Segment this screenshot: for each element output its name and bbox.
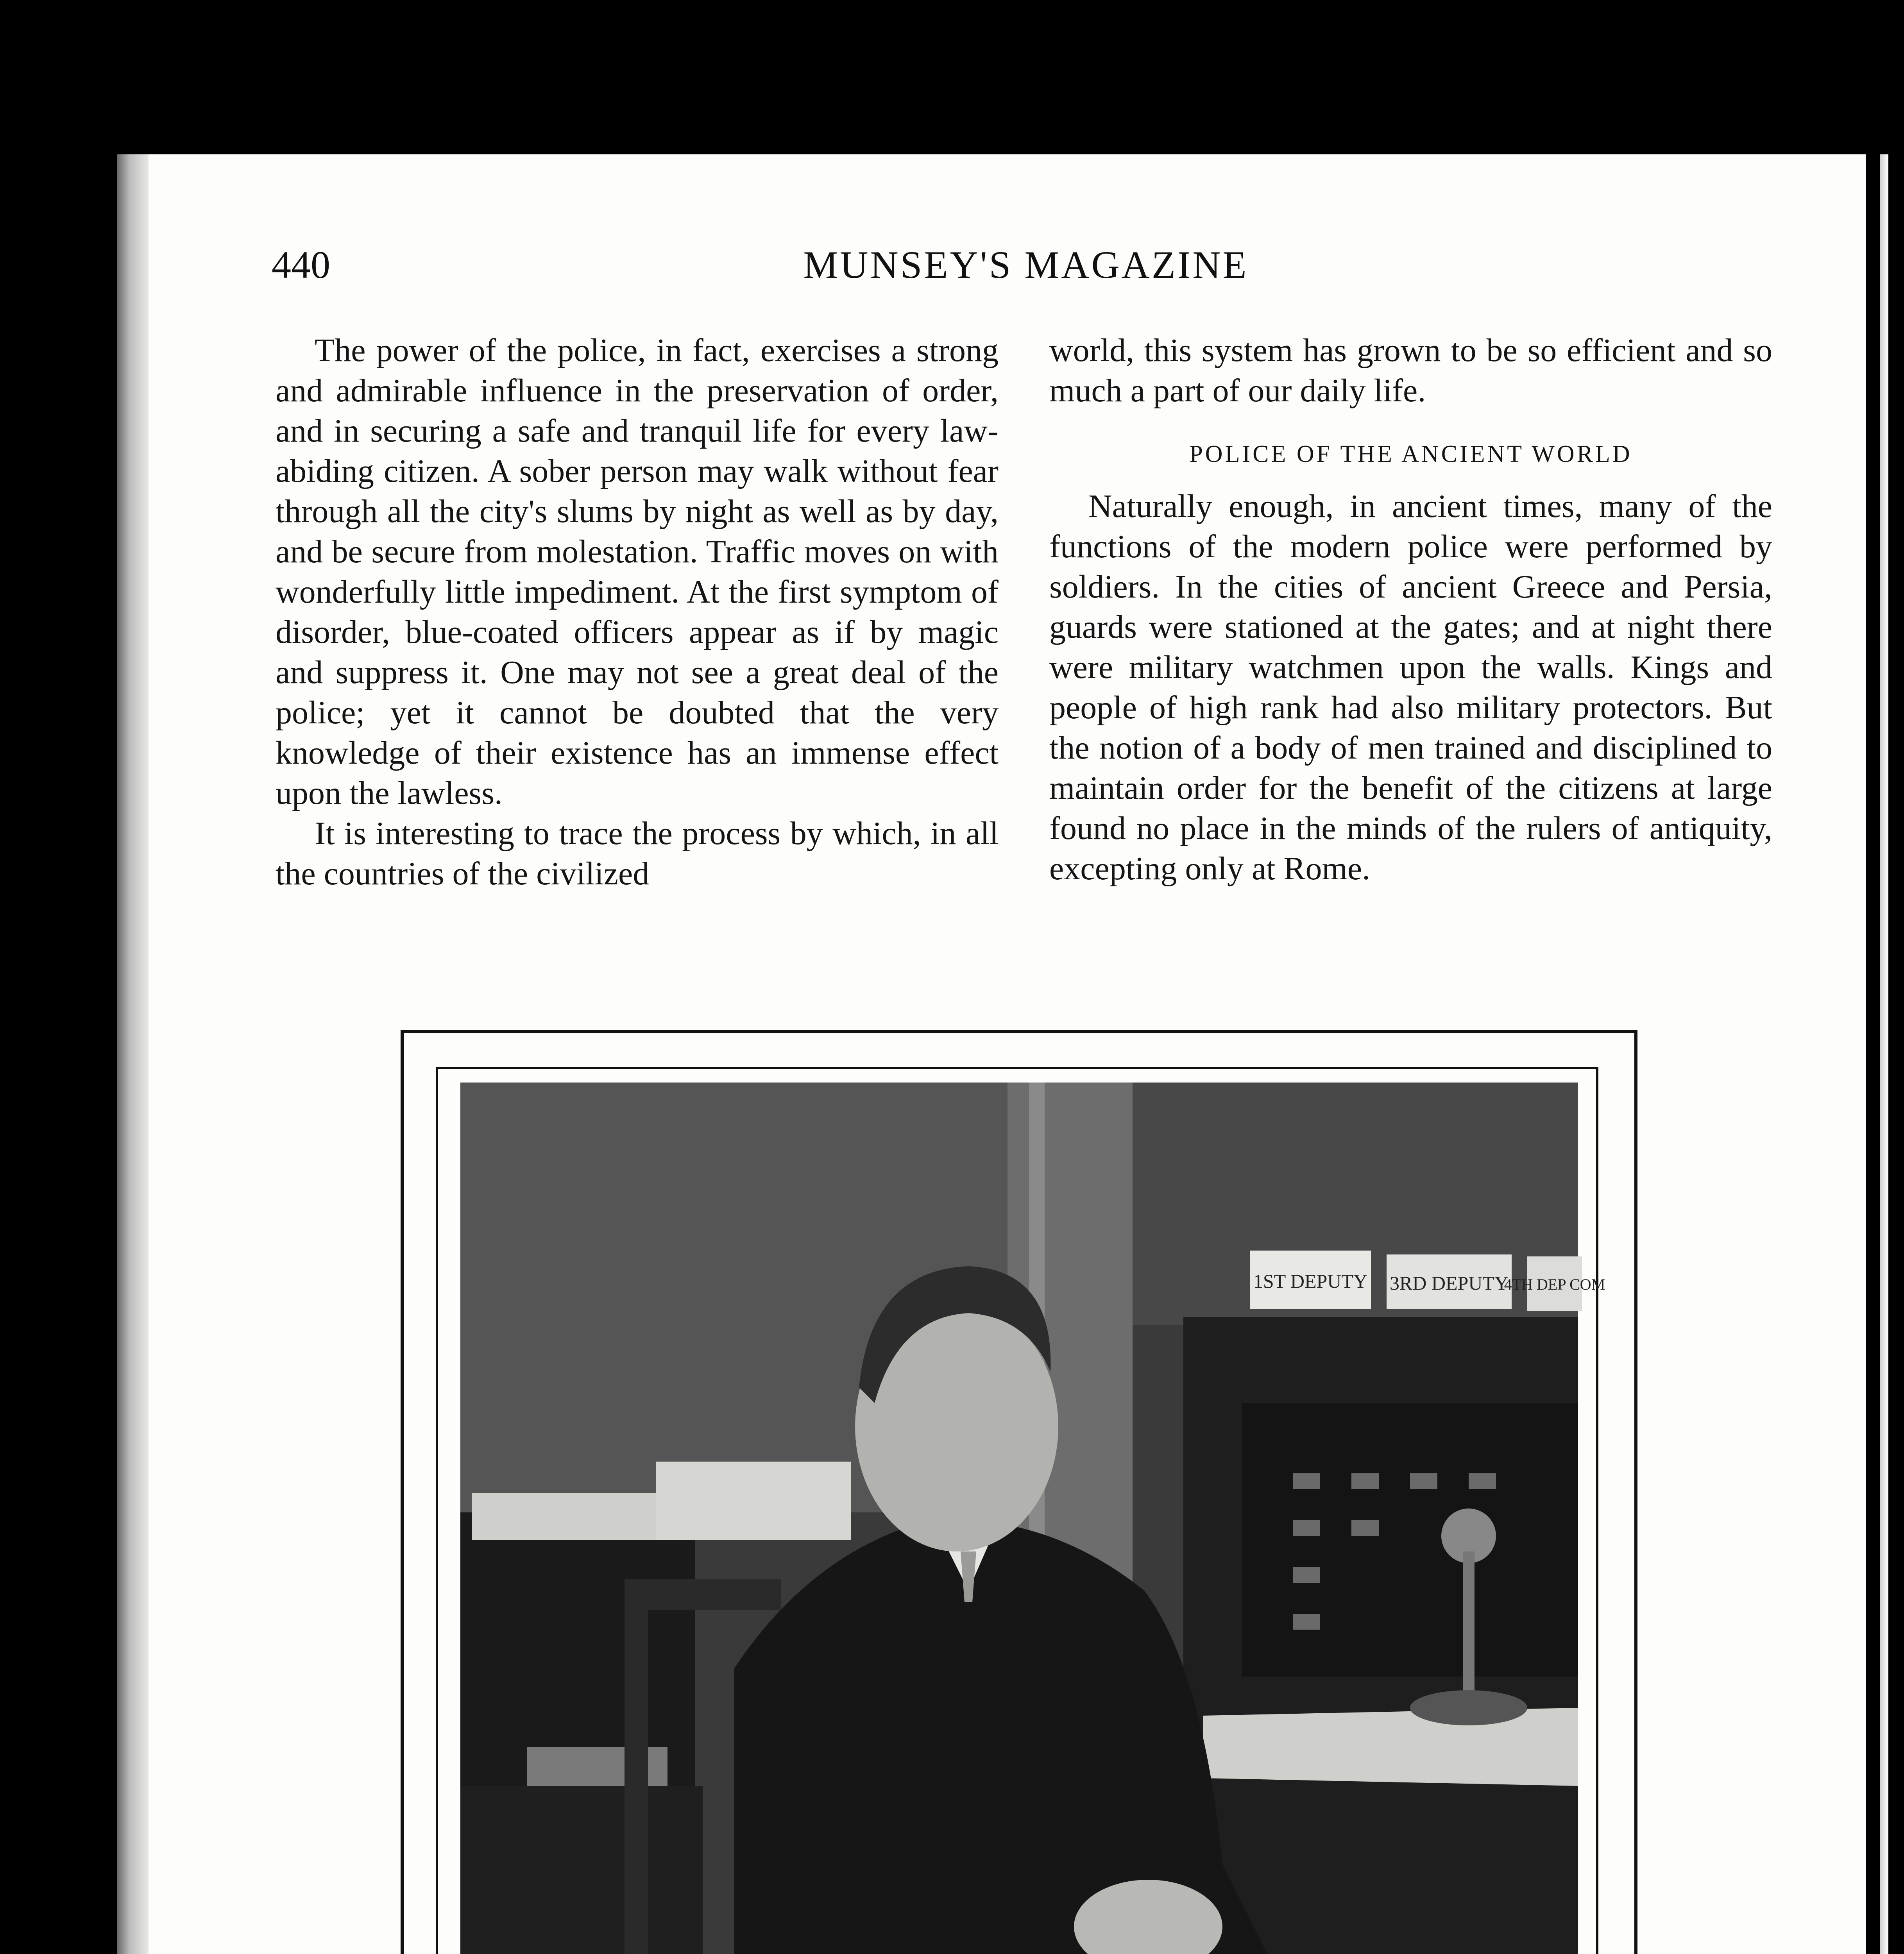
sign-3rd-deputy: 3RD DEPUTY (1389, 1272, 1509, 1294)
deputy-signs (1250, 1251, 1605, 1311)
right-continuation: world, this system has grown to be so efficient and so much a part of our daily life. (1049, 332, 1772, 409)
running-header (272, 242, 1780, 297)
right-column (1049, 330, 1772, 889)
left-paragraph-2: It is interesting to trace the process by which, in all the countries of the civilized (276, 815, 999, 892)
right-paragraph: Naturally enough, in ancient times, many of the functions of the modern police were performed by soldiers. In the cities of ancient Greece and Persia, guards were stationed at the gates; and at night there were military watchmen upon the walls. Kings and people of high rank had also military protectors. But the notion of a body of men trained and disciplined to maintain order for the benefit of the citizens at large found no place in the minds of the rulers of antiquity, excepting only at Rome. (1049, 488, 1772, 887)
section-subheading: POLICE OF THE ANCIENT WORLD (1189, 441, 1632, 467)
portrait-photograph (460, 1083, 1605, 1954)
adjacent-page-edge (1866, 154, 1903, 1954)
page-spine (117, 154, 149, 1954)
sign-4th-deputy: 4TH DEP COM (1504, 1276, 1605, 1293)
page-number: 440 (272, 243, 330, 286)
magazine-title: MUNSEY'S MAGAZINE (803, 243, 1249, 286)
sign-1st-deputy: 1ST DEPUTY (1253, 1270, 1368, 1292)
left-column (276, 330, 999, 894)
left-paragraph-1: The power of the police, in fact, exercises a strong and admirable influence in the preservation of order, and in securing a safe and tranquil life for every law-abiding citizen. A sober person may walk without fear through all the city's slums by night as well as by day, and be secure from molestation. Traffic moves on with wonderfully little impediment. At the first symptom of disorder, blue-coated officers appear as if by magic and suppress it. One may not see a great deal of the police; yet it cannot be doubted that the very knowledge of their existence has an immense effect upon the lawless. (276, 332, 999, 811)
